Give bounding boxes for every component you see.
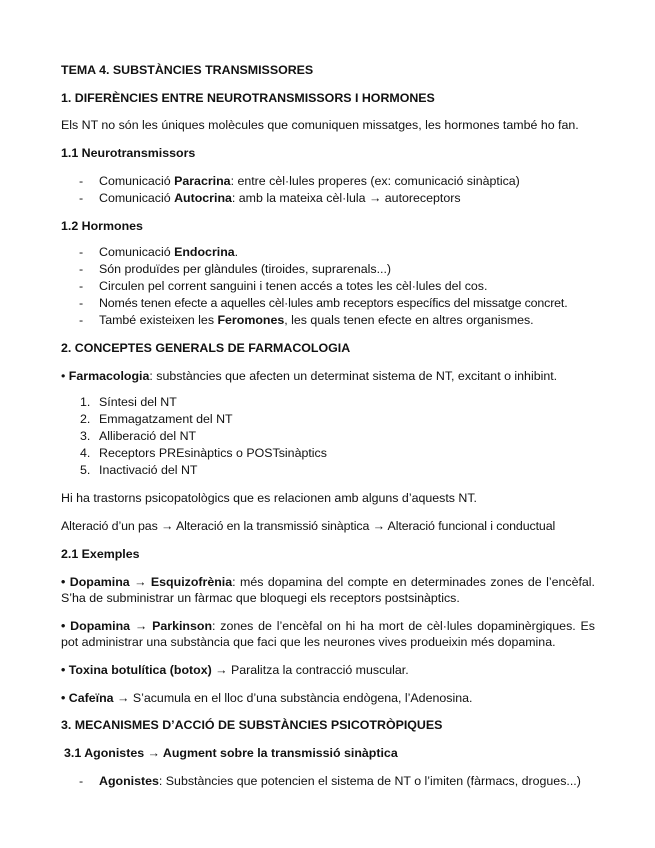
example-dopamine-schizophrenia: • Dopamina → Esquizofrènia: més dopamina del compte en determinades zones de l’encèfal. S’ha de subministrar un fàrmac que bloquegi els receptors postsinàptics. [61, 575, 595, 605]
disorders-text: Hi ha trastorns psicopatològics que es relacionen amb alguns d’aquests NT. [61, 491, 478, 505]
example-caffeine: • Cafeïna → S’acumula en el lloc d’una substància endògena, l’Adenosina. [61, 691, 473, 705]
alteration-chain: Alteració d’un pas → Alteració en la transmissió sinàptica → Alteració funcional i conductual [61, 519, 556, 533]
section-1-heading: 1. DIFERÈNCIES ENTRE NEUROTRANSMISSORS I HORMONES [61, 91, 435, 105]
section-1-intro: Els NT no són les úniques molècules que comuniquen missatges, les hormones també ho fan. [61, 118, 579, 132]
subsection-2-1-heading: 2.1 Exemples [61, 547, 140, 561]
document-title: TEMA 4. SUBSTÀNCIES TRANSMISSORES [61, 63, 314, 77]
example-dopamine-parkinson: • Dopamina → Parkinson: zones de l’encèfal on hi ha mort de cèl·lules dopaminèrgiques. Es pot administrar una substància que faci que les neurones vives produeixin més dopamina. [61, 619, 595, 649]
document-page: TEMA 4. SUBSTÀNCIES TRANSMISSORES 1. DIFERÈNCIES ENTRE NEUROTRANSMISSORS I HORMONES Els NT no són les úniques molècules que comuniquen missatges, les hormones també ho fan. 1.1 Neurotransmissors - Comunicació Paracrina: entre cèl·lules properes (ex: comunicació sinàptica) - Comunicació Autocrina: amb la mateixa cèl·lula → autoreceptors 1.2 Hormones - Comunicació Endocrina. - Són produïdes per glàndules (tiroides, suprarenals...) - Circulen pel corrent sanguini i tenen accés a totes les cèl·lules del cos. - Només tenen efecte a aquelles cèl·lules amb receptors específics del missatge concret. - També existeixen les Feromones, les quals tenen efecte en altres organismes. 2. CONCEPTES GENERALS DE FARMACOLOGIA • Farmacologia: substàncies que afecten un determinat sistema de NT, excitant o inhibint. 1. Síntesi del NT 2. Emmagatzament del NT 3. Alliberació del NT 4. Receptors PREsinàptics o POSTsinàptics 5. Inactivació del NT Hi ha trastorns psicopatològics que es relacionen amb alguns d’aquests NT. Alteració d’un pas → Alteració en la transmissió sinàptica → Alteració funcional i conductual 2.1 Exemples • Dopamina → Esquizofrènia: més dopamina del compte en determinades zones de l’encèfal. S’ha de subministrar un fàrmac que bloquegi els receptors postsinàptics. • Dopamina → Parkinson: zones de l’encèfal on hi ha mort de cèl·lules dopaminèrgiques. Es pot administrar una substància que faci que les neurones vives produeixin més dopamina. • Toxina botulítica (botox) → Paralitza la contracció muscular. • Cafeïna → S’acumula en el lloc d’una substància endògena, l’Adenosina. 3. MECANISMES D’ACCIÓ DE SUBSTÀNCIES PSICOTRÒPIQUES 3.1 Agonistes → Augment sobre la transmissió sinàptica - Agonistes: Substàncies que potencien el sistema de NT o l’imiten (fàrmacs, drogues...) [61, 63, 595, 788]
subsection-1-1-heading: 1.1 Neurotransmissors [61, 146, 196, 160]
section-3-heading: 3. MECANISMES D’ACCIÓ DE SUBSTÀNCIES PSICOTRÒPIQUES [61, 718, 443, 732]
section-2-heading: 2. CONCEPTES GENERALS DE FARMACOLOGIA [61, 341, 351, 355]
pharmacology-definition: • Farmacologia: substàncies que afecten un determinat sistema de NT, excitant o inhibint. [61, 369, 558, 383]
example-botox: • Toxina botulítica (botox) → Paralitza la contracció muscular. [61, 663, 409, 677]
subsection-3-1-heading: 3.1 Agonistes → Augment sobre la transmissió sinàptica [64, 746, 398, 760]
subsection-1-2-heading: 1.2 Hormones [61, 219, 143, 233]
